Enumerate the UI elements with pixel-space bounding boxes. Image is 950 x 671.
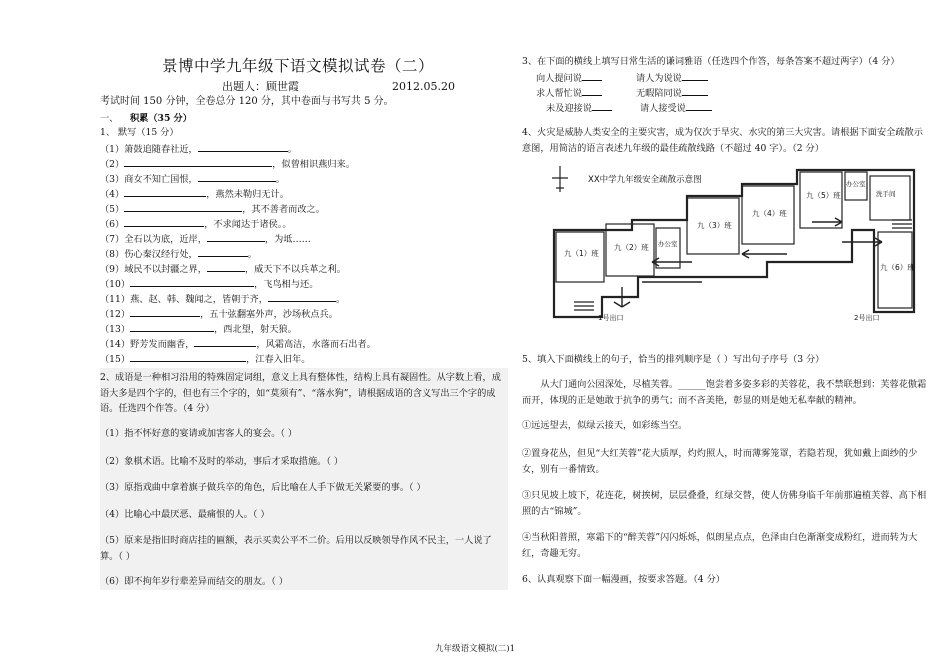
q2-intro: 2、成语是一种相习沿用的特殊固定词组，意义上具有整体性，结构上具有凝固性。从字数上看，成语大多是四个字的，但也有三个字的，如“莫须有”、“落水狗”，请根据成语的含义写出三个字的成语。任选四个作答。（4 分） bbox=[100, 372, 501, 414]
q1-item-13: （13） ，西北望，射天狼。 bbox=[100, 324, 297, 335]
q1-item-9: （9）域民不以封疆之界， ，威天下不以兵革之利。 bbox=[100, 264, 346, 275]
answer-blank[interactable] bbox=[124, 217, 204, 227]
q3-row-1: 向人提问说 请人为说说 bbox=[536, 71, 708, 85]
room-label-6: 九（6）班 bbox=[880, 263, 915, 272]
section1-number: 一、 bbox=[100, 113, 119, 124]
page-title: 景博中学九年级下语文模拟试卷（二） bbox=[162, 57, 435, 75]
q3-row-3: 未及迎接说 请人接受说 bbox=[546, 101, 712, 115]
room-label-2: 九（2）班 bbox=[614, 243, 649, 252]
answer-blank[interactable] bbox=[194, 337, 256, 347]
q1-item-11: （11）燕、赵、韩、魏闻之，皆朝于齐， 。 bbox=[100, 294, 346, 305]
q5-option-2: ②置身花丛，但见“大红芙蓉”花大质厚，灼灼照人，时而薄雾笼罩，若隐若现，犹如戴上面纱的少女，别有一番情致。 bbox=[522, 448, 918, 475]
q2-item-4: （4）比喻心中最厌恶、最痛恨的人。（ ） bbox=[100, 509, 270, 520]
q1-item-1: （1）箫鼓追随春社近， 。 bbox=[100, 144, 297, 155]
answer-blank[interactable] bbox=[207, 232, 265, 242]
exit-label-1: 1号出口 bbox=[598, 314, 624, 322]
q1-item-4: （4） ，燕然未勒归无计。 bbox=[100, 189, 289, 200]
exam-info: 考试时间 150 分钟，全卷总分 120 分，其中卷面与书写共 5 分。 bbox=[100, 96, 394, 107]
q1-item-12: （12） ，五十弦翻塞外声，沙场秋点兵。 bbox=[100, 309, 338, 320]
answer-blank[interactable] bbox=[686, 101, 712, 111]
q1-item-6: （6） ，不求闻达于诸侯。。 bbox=[100, 219, 292, 230]
evacuation-map bbox=[542, 162, 938, 322]
q1-item-8: （8）伤心秦汉经行处， 。 bbox=[100, 249, 257, 260]
answer-blank[interactable] bbox=[582, 86, 602, 96]
answer-blank[interactable] bbox=[682, 86, 708, 96]
answer-blank[interactable] bbox=[130, 352, 246, 362]
answer-blank[interactable] bbox=[582, 71, 602, 81]
q1-item-3: （3）商女不知亡国恨， 。 bbox=[100, 174, 285, 185]
answer-blank[interactable] bbox=[198, 172, 276, 182]
q5-option-4: ④当秋阳普照，寒霜下的“醉芙蓉”闪闪烁烁，似朗星点点，色泽由白色渐渐变成粉红，进而转为大红，奇趣无穷。 bbox=[522, 532, 918, 559]
q2-item-5: （5）原来是指旧时商店挂的匾额，表示买卖公平不二价。后用以反映领导作风不民主，一人说了算。（ ） bbox=[100, 535, 492, 562]
q1-item-5: （5） ，其不善者而改之。 bbox=[100, 204, 325, 215]
answer-blank[interactable] bbox=[124, 187, 206, 197]
q3-row-2: 求人帮忙说 无暇陪同说 bbox=[536, 86, 708, 100]
exam-date: 2012.05.20 bbox=[392, 80, 455, 93]
q4-text: 4、火灾是威胁人类安全的主要灾害，成为仅次于旱灾、水灾的第三大灾害。请根据下面安全疏散示意图，用简洁的语言表述九年级的最佳疏散线路（不超过 40 字）。（2 分） bbox=[522, 127, 923, 154]
page-footer: 九年级语文模拟(二)1 bbox=[434, 644, 516, 654]
answer-blank[interactable] bbox=[207, 262, 245, 272]
q2-item-2: （2）象棋术语。比喻不及时的举动，事后才采取措施。（ ） bbox=[100, 456, 344, 467]
q1-item-14: （14）野芳发而幽香， ，风霜高洁，水落而石出者。 bbox=[100, 339, 376, 350]
answer-blank[interactable] bbox=[592, 101, 612, 111]
q1-heading: 1、 默写（15 分） bbox=[100, 127, 179, 138]
q3-text: 3、在下面的横线上填写日常生活的谦词雅语（任选四个作答，每条答案不超过两字）（4 分） bbox=[522, 56, 900, 67]
q1-item-2: （2） ，似曾相识燕归来。 bbox=[100, 159, 355, 170]
q5-passage: 从大门通向公园深处，尽植芙蓉。______饱尝着多姿多彩的芙蓉花，我不禁联想到：芙蓉花傲霜而开，体现的正是她敢于抗争的勇气；而不吝美艳，彰显的则是她无私奉献的精神。 bbox=[522, 379, 927, 406]
q5-option-3: ③只见坡上坡下，花连花，树挨树，层层叠叠，红绿交替，使人仿佛身临千年前那遍植芙蓉、高下相照的古“锦城”。 bbox=[522, 490, 927, 517]
section1-heading: 积累（35 分） bbox=[130, 113, 192, 124]
office-label-2: 办公室 bbox=[846, 180, 866, 188]
map-title: XX中学九年级安全疏散示意图 bbox=[588, 175, 702, 185]
answer-blank[interactable] bbox=[130, 322, 214, 332]
answer-blank[interactable] bbox=[130, 307, 200, 317]
q2-item-1: （1）指不怀好意的宴请或加害客人的宴会。（ ） bbox=[100, 428, 298, 439]
answer-blank[interactable] bbox=[682, 71, 708, 81]
q1-item-15: （15） ，江春入旧年。 bbox=[100, 354, 311, 365]
answer-blank[interactable] bbox=[124, 157, 272, 167]
answer-blank[interactable] bbox=[268, 292, 336, 302]
room-label-3: 九（3）班 bbox=[697, 221, 732, 230]
room-label-1: 九（1）班 bbox=[564, 249, 599, 258]
answer-blank[interactable] bbox=[198, 247, 248, 257]
q1-item-7: （7）全石以为底，近岸， ，为坻…… bbox=[100, 234, 311, 245]
answer-blank[interactable] bbox=[198, 142, 288, 152]
q2-item-3: （3）原指戏曲中拿着旗子做兵卒的角色，后比喻在人手下做无关紧要的事。（ ） bbox=[100, 482, 426, 493]
exit-label-2: 2号出口 bbox=[854, 314, 880, 322]
office-label-1: 办公室 bbox=[658, 240, 678, 248]
answer-blank[interactable] bbox=[130, 277, 254, 287]
q5-text: 5、填入下面横线上的句子，恰当的排列顺序是（ ）写出句子序号（3 分） bbox=[522, 354, 825, 365]
toilet-label: 洗手间 bbox=[876, 190, 896, 198]
room-label-4: 九（4）班 bbox=[752, 209, 787, 218]
answer-blank[interactable] bbox=[124, 202, 242, 212]
q5-option-1: ①远远望去，似绿云接天，如彩练当空。 bbox=[522, 420, 688, 431]
q1-item-10: （10） ，飞鸟相与还。 bbox=[100, 279, 319, 290]
author-line: 出题人：顾世霞 bbox=[222, 80, 299, 93]
room-label-5: 九（5）班 bbox=[806, 191, 841, 200]
q6-text: 6、认真观察下面一幅漫画，按要求答题。（4 分） bbox=[522, 574, 725, 585]
q2-item-6: （6）即不拘年岁行辈差异而结交的朋友。（ ） bbox=[100, 576, 288, 587]
